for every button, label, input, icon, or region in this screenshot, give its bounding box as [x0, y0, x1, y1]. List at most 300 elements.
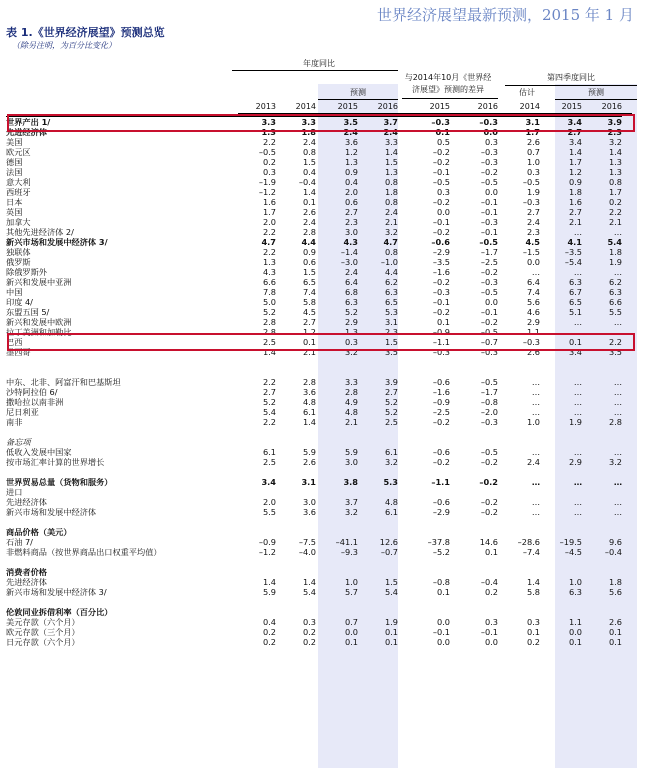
value-cell: 0.2	[262, 637, 276, 647]
value-cell: 3.2	[384, 457, 398, 467]
row-label: 沙特阿拉伯 6/	[6, 387, 58, 397]
value-cell	[582, 527, 622, 537]
value-cell: 0.1	[608, 627, 622, 637]
value-cell: …	[613, 267, 622, 277]
diff-group-header-line1: 与2014年10月《世界经	[404, 73, 492, 82]
value-cell: 0.0	[484, 187, 498, 197]
value-cell: 1.9	[608, 257, 622, 267]
row-label: 先进经济体	[6, 127, 47, 137]
value-cell: …	[573, 327, 582, 337]
year-header-5: 2016	[477, 102, 498, 111]
value-cell: 2.4	[344, 267, 358, 277]
value-cell: 0.0	[436, 637, 450, 647]
value-cell: –0.3	[450, 117, 498, 128]
table-row	[6, 167, 622, 177]
table-row	[6, 187, 622, 197]
value-cell: 6.7	[568, 287, 582, 297]
value-cell: 2.1	[568, 217, 582, 227]
value-cell: …	[573, 477, 582, 487]
value-cell: 3.6	[302, 507, 316, 517]
value-cell: 0.3	[526, 617, 540, 627]
value-cell: –0.2	[432, 147, 450, 157]
value-cell: 0.2	[484, 587, 498, 597]
value-cell	[358, 527, 398, 537]
value-cell: 0.9	[568, 177, 582, 187]
row-label: 新兴和发展中亚洲	[6, 277, 72, 287]
value-cell: 2.1	[302, 347, 316, 357]
row-label: 印度 4/	[6, 297, 33, 307]
value-cell: 3.0	[302, 497, 316, 507]
value-cell: 0.3	[484, 617, 498, 627]
value-cell: 2.2	[608, 207, 622, 217]
value-cell: 0.1	[608, 637, 622, 647]
value-cell: –9.3	[340, 547, 358, 557]
value-cell: 1.0	[344, 577, 358, 587]
value-cell: 2.6	[526, 347, 540, 357]
value-cell: –37.8	[427, 537, 450, 547]
value-cell: 7.4	[526, 287, 540, 297]
value-cell: 3.9	[384, 377, 398, 387]
table-row	[6, 397, 622, 407]
value-cell	[540, 567, 582, 577]
value-cell: 3.4	[568, 347, 582, 357]
value-cell: –0.5	[432, 177, 450, 187]
value-cell: 5.4	[262, 407, 276, 417]
table-row	[6, 557, 622, 567]
row-label: 伦敦同业拆借利率（百分比）	[6, 607, 113, 617]
row-label: 尼日利亚	[6, 407, 39, 417]
value-cell	[316, 567, 358, 577]
annual-group-header: 年度同比	[303, 59, 335, 68]
value-cell	[582, 437, 622, 447]
value-cell: 1.4	[302, 187, 316, 197]
value-cell: 1.4	[302, 577, 316, 587]
table-row	[6, 567, 622, 577]
value-cell: 6.1	[384, 507, 398, 517]
value-cell: 4.8	[384, 497, 398, 507]
value-cell: 0.9	[344, 167, 358, 177]
value-cell: 0.7	[344, 617, 358, 627]
value-cell: …	[613, 317, 622, 327]
value-cell: 3.6	[302, 387, 316, 397]
value-cell: 6.3	[568, 587, 582, 597]
value-cell: 4.5	[302, 307, 316, 317]
value-cell: 6.3	[568, 277, 582, 287]
row-label: 中国	[6, 287, 23, 297]
value-cell: –0.7	[380, 547, 398, 557]
value-cell: 1.5	[302, 267, 316, 277]
value-cell: 3.5	[316, 117, 358, 128]
table-row	[6, 587, 622, 597]
value-cell: 5.3	[384, 307, 398, 317]
value-cell: –0.1	[432, 217, 450, 227]
value-cell: 5.2	[262, 397, 276, 407]
value-cell: –0.2	[432, 197, 450, 207]
value-cell: 3.7	[344, 497, 358, 507]
value-cell: …	[613, 407, 622, 417]
value-cell	[316, 527, 358, 537]
table-row	[6, 597, 622, 607]
value-cell: 0.6	[344, 197, 358, 207]
value-cell: 7.4	[302, 287, 316, 297]
value-cell: 1.1	[568, 617, 582, 627]
value-cell: 1.2	[344, 147, 358, 157]
value-cell: 1.4	[526, 577, 540, 587]
value-cell: 2.7	[262, 387, 276, 397]
row-label: 德国	[6, 157, 23, 167]
value-cell	[450, 487, 498, 497]
table-row	[6, 237, 622, 247]
value-cell: 1.3	[608, 167, 622, 177]
value-cell: 0.3	[302, 617, 316, 627]
value-cell: –4.5	[564, 547, 582, 557]
value-cell: 4.8	[344, 407, 358, 417]
year-header-3: 2016	[377, 102, 398, 111]
value-cell: 1.8	[384, 187, 398, 197]
value-cell: –1.1	[432, 337, 450, 347]
value-cell: 0.0	[436, 617, 450, 627]
table-row	[6, 307, 622, 317]
value-cell: 2.0	[262, 217, 276, 227]
value-cell: 1.6	[568, 197, 582, 207]
value-cell: 4.4	[301, 237, 316, 247]
value-cell: –0.3	[398, 117, 450, 128]
projection-header-q4: 预测	[588, 88, 604, 97]
value-cell: 1.5	[384, 157, 398, 167]
value-cell: –0.2	[480, 267, 498, 277]
value-cell: …	[573, 317, 582, 327]
value-cell: 1.7	[608, 187, 622, 197]
value-cell	[498, 607, 540, 617]
value-cell	[238, 487, 276, 497]
value-cell: 0.1	[384, 637, 398, 647]
value-cell: 6.6	[262, 277, 276, 287]
value-cell: –0.2	[480, 497, 498, 507]
row-label: 东盟五国 5/	[6, 307, 50, 317]
value-cell: 3.3	[238, 117, 276, 128]
projection-rule-q4	[555, 99, 637, 100]
value-cell: 3.8	[343, 477, 358, 487]
value-cell: 2.9	[568, 457, 582, 467]
value-cell: 0.0	[484, 637, 498, 647]
value-cell: 5.2	[384, 407, 398, 417]
value-cell: 6.3	[344, 297, 358, 307]
value-cell: –0.5	[479, 237, 498, 247]
spacer-cell	[6, 427, 622, 437]
table-row	[6, 407, 622, 417]
value-cell: 12.6	[379, 537, 398, 547]
value-cell: –1.5	[522, 247, 540, 257]
value-cell: 2.6	[302, 457, 316, 467]
value-cell	[398, 567, 450, 577]
value-cell: 1.9	[384, 617, 398, 627]
value-cell: …	[613, 447, 622, 457]
value-cell: 2.2	[262, 137, 276, 147]
value-cell: 1.4	[262, 577, 276, 587]
table-row	[6, 227, 622, 237]
value-cell: 4.3	[343, 237, 358, 247]
value-cell: 4.7	[383, 237, 398, 247]
value-cell: –2.9	[432, 507, 450, 517]
table-row	[6, 177, 622, 187]
year-header-7: 2015	[561, 102, 582, 111]
year-header-1: 2014	[295, 102, 316, 111]
value-cell: 2.8	[262, 327, 276, 337]
table-row	[6, 547, 622, 557]
value-cell	[540, 437, 582, 447]
value-cell: 0.4	[344, 177, 358, 187]
value-cell: 2.6	[608, 617, 622, 627]
value-cell	[450, 437, 498, 447]
value-cell: 2.2	[608, 337, 622, 347]
value-cell	[450, 567, 498, 577]
value-cell: 4.3	[262, 267, 276, 277]
value-cell: …	[613, 387, 622, 397]
value-cell: –1.9	[258, 177, 276, 187]
value-cell: –0.3	[480, 277, 498, 287]
value-cell: 3.7	[358, 117, 398, 128]
value-cell: –1.4	[340, 247, 358, 257]
row-label: 进口	[6, 487, 23, 497]
value-cell: –19.5	[559, 537, 582, 547]
value-cell: …	[573, 497, 582, 507]
table-row	[6, 507, 622, 517]
value-cell: 1.3	[262, 257, 276, 267]
row-label: 南非	[6, 417, 23, 427]
value-cell: 0.3	[344, 337, 358, 347]
value-cell: 0.3	[436, 187, 450, 197]
value-cell: 4.5	[525, 237, 540, 247]
row-label: 巴西	[6, 337, 23, 347]
value-cell: …	[531, 387, 540, 397]
value-cell: –0.3	[480, 347, 498, 357]
value-cell	[498, 437, 540, 447]
value-cell: 2.7	[568, 207, 582, 217]
value-cell: –0.5	[480, 447, 498, 457]
value-cell: 0.4	[302, 167, 316, 177]
value-cell: –0.1	[480, 627, 498, 637]
value-cell: 0.8	[384, 247, 398, 257]
value-cell: 2.3	[607, 127, 622, 137]
value-cell: –0.2	[432, 457, 450, 467]
value-cell: 2.8	[262, 317, 276, 327]
value-cell: –1.0	[380, 257, 398, 267]
value-cell	[582, 567, 622, 577]
value-cell	[316, 607, 358, 617]
value-cell: –0.1	[432, 297, 450, 307]
row-label: 新兴市场和发展中经济体 3/	[6, 587, 107, 597]
spacer-cell	[6, 357, 622, 367]
row-label: 墨西哥	[6, 347, 31, 357]
value-cell: 2.4	[302, 137, 316, 147]
value-cell: –0.1	[480, 197, 498, 207]
value-cell: 0.3	[526, 167, 540, 177]
value-cell	[316, 437, 358, 447]
table-row	[6, 367, 622, 377]
value-cell: 2.3	[384, 327, 398, 337]
value-cell: –2.0	[480, 407, 498, 417]
row-label: 美国	[6, 137, 23, 147]
projection-header-annual: 预测	[350, 88, 366, 97]
row-label: 非燃料商品（按世界商品出口权重平均值）	[6, 547, 162, 557]
row-label: 欧元区	[6, 147, 31, 157]
spacer-cell	[6, 597, 622, 607]
spacer-cell	[6, 467, 622, 477]
value-cell: 4.1	[567, 237, 582, 247]
table-row	[6, 627, 622, 637]
value-cell: –0.3	[522, 197, 540, 207]
row-label: 按市场汇率计算的世界增长	[6, 457, 105, 467]
value-cell: –0.3	[432, 347, 450, 357]
table-row	[6, 617, 622, 627]
value-cell: 5.6	[608, 587, 622, 597]
value-cell: 0.2	[262, 627, 276, 637]
value-cell: 1.0	[568, 577, 582, 587]
value-cell: …	[573, 507, 582, 517]
value-cell: –0.9	[258, 537, 276, 547]
value-cell: –0.2	[432, 417, 450, 427]
value-cell: –3.5	[432, 257, 450, 267]
table-row	[6, 467, 622, 477]
year-header-8: 2016	[601, 102, 622, 111]
value-cell: 6.1	[302, 407, 316, 417]
row-label: 英国	[6, 207, 23, 217]
value-cell: 0.7	[526, 147, 540, 157]
table-row	[6, 207, 622, 217]
value-cell: 5.4	[302, 587, 316, 597]
value-cell: 3.6	[344, 137, 358, 147]
value-cell: …	[613, 327, 622, 337]
value-cell: 0.5	[436, 137, 450, 147]
value-cell: 5.2	[344, 307, 358, 317]
value-cell	[358, 487, 398, 497]
value-cell: –2.5	[480, 257, 498, 267]
value-cell: –0.1	[480, 207, 498, 217]
value-cell: 6.3	[608, 287, 622, 297]
value-cell: 0.6	[302, 257, 316, 267]
value-cell: …	[531, 507, 540, 517]
value-cell: …	[613, 397, 622, 407]
table-row	[6, 287, 622, 297]
row-label: 西班牙	[6, 187, 31, 197]
value-cell: 4.8	[302, 397, 316, 407]
value-cell: 4.7	[261, 237, 276, 247]
value-cell: –0.5	[480, 287, 498, 297]
table-subtitle: （除另注明，为百分比变化）	[12, 41, 116, 50]
estimate-header: 估计	[519, 88, 535, 97]
value-cell: –1.6	[432, 267, 450, 277]
value-cell: –0.6	[431, 237, 450, 247]
value-cell: 1.5	[384, 337, 398, 347]
value-cell: 6.4	[344, 277, 358, 287]
value-cell: 3.9	[582, 117, 622, 128]
value-cell: 0.1	[302, 337, 316, 347]
value-cell	[398, 437, 450, 447]
value-cell: –0.4	[480, 577, 498, 587]
value-cell: 1.3	[344, 327, 358, 337]
row-label: 独联体	[6, 247, 31, 257]
projection-rule-annual	[318, 99, 398, 100]
value-cell: 3.1	[301, 477, 316, 487]
row-label: 备忘项	[6, 437, 31, 447]
value-cell: 5.1	[568, 307, 582, 317]
value-cell: 3.2	[384, 227, 398, 237]
table-row	[6, 637, 622, 647]
value-cell: –1.2	[258, 547, 276, 557]
value-cell: 3.3	[276, 117, 316, 128]
value-cell: 1.4	[568, 147, 582, 157]
value-cell: 0.0	[568, 627, 582, 637]
value-cell: 5.7	[344, 587, 358, 597]
value-cell	[238, 437, 276, 447]
value-cell: 2.0	[262, 497, 276, 507]
value-cell	[540, 487, 582, 497]
value-cell: 2.8	[608, 417, 622, 427]
table-row	[6, 147, 622, 157]
value-cell: –0.3	[522, 337, 540, 347]
value-cell: …	[573, 407, 582, 417]
value-cell: 2.4	[526, 217, 540, 227]
value-cell: 2.7	[344, 207, 358, 217]
value-cell: 0.2	[262, 157, 276, 167]
value-cell: –0.3	[480, 217, 498, 227]
row-label: 消费者价格	[6, 567, 47, 577]
value-cell: …	[531, 377, 540, 387]
row-label: 加拿大	[6, 217, 31, 227]
value-cell: 5.5	[262, 507, 276, 517]
value-cell: 0.2	[608, 197, 622, 207]
row-label: 世界贸易总量（货物和服务）	[6, 477, 113, 487]
value-cell: 2.9	[526, 317, 540, 327]
value-cell: –0.4	[604, 547, 622, 557]
value-cell	[498, 487, 540, 497]
value-cell: 2.7	[384, 387, 398, 397]
value-cell: –0.3	[480, 147, 498, 157]
value-cell: 3.0	[344, 227, 358, 237]
row-label: 拉丁美洲和加勒比	[6, 327, 72, 337]
value-cell	[316, 487, 358, 497]
q4-group-header: 第四季度同比	[547, 73, 595, 82]
value-cell: 0.8	[384, 177, 398, 187]
table-row	[6, 537, 622, 547]
row-label: 其他先进经济体 2/	[6, 227, 74, 237]
value-cell: 5.8	[526, 587, 540, 597]
value-cell: –0.1	[480, 227, 498, 237]
value-cell: …	[531, 407, 540, 417]
value-cell: 5.3	[383, 477, 398, 487]
value-cell: 3.4	[261, 477, 276, 487]
value-cell: …	[613, 507, 622, 517]
value-cell	[238, 607, 276, 617]
value-cell: 3.4	[540, 117, 582, 128]
value-cell: …	[531, 497, 540, 507]
value-cell: 1.3	[344, 157, 358, 167]
value-cell: 6.3	[384, 287, 398, 297]
table-row	[6, 517, 622, 527]
value-cell: 0.1	[526, 627, 540, 637]
value-cell: 0.1	[384, 627, 398, 637]
value-cell: –1.7	[480, 387, 498, 397]
value-cell: 1.3	[261, 127, 276, 137]
value-cell: –0.1	[432, 167, 450, 177]
value-cell: 3.3	[384, 137, 398, 147]
value-cell: 3.5	[608, 347, 622, 357]
value-cell	[498, 527, 540, 537]
table-row	[6, 437, 622, 447]
value-cell	[540, 607, 582, 617]
value-cell: 1.2	[302, 327, 316, 337]
table-row	[6, 157, 622, 167]
